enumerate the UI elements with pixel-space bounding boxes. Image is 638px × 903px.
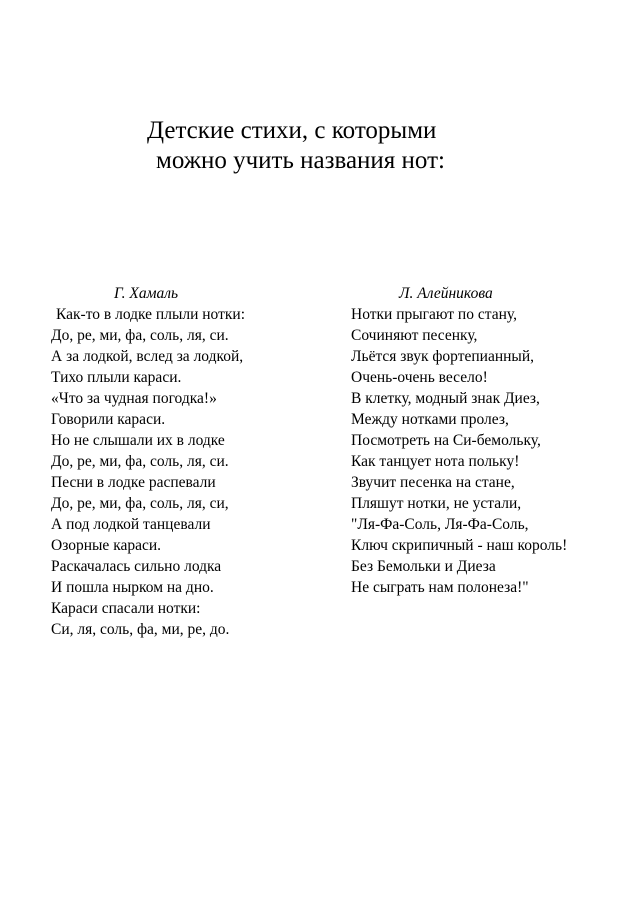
poem-line: А под лодкой танцевали: [51, 516, 211, 533]
poem-lines: [51, 304, 331, 640]
poem-line: Ключ скрипичный - наш король!: [351, 537, 568, 554]
poem-line: Раскачалась сильно лодка: [51, 558, 222, 575]
poem-line: Тихо плыли караси.: [51, 369, 182, 386]
poem-aleynikova: [351, 283, 631, 598]
poem-line: Без Бемольки и Диеза: [351, 558, 496, 575]
page-title: [0, 116, 638, 176]
poem-line: Как танцует нота польку!: [351, 453, 520, 470]
poem-line: Нотки прыгают по стану,: [351, 306, 517, 323]
poem-author: Г. Хамаль: [114, 285, 179, 302]
poem-line: Сочиняют песенку,: [351, 327, 478, 344]
poem-line: До, ре, ми, фа, соль, ля, си,: [51, 495, 229, 512]
poem-line: «Что за чудная погодка!»: [51, 390, 217, 407]
poem-line: Как-то в лодке плыли нотки:: [56, 306, 246, 323]
poem-line: Си, ля, соль, фа, ми, ре, до.: [51, 621, 230, 638]
poem-line: Пляшут нотки, не устали,: [351, 495, 522, 512]
poem-line: Караси спасали нотки:: [51, 600, 201, 617]
poem-line: До, ре, ми, фа, соль, ля, си.: [51, 327, 229, 344]
poem-line: Говорили караси.: [51, 411, 166, 428]
poem-author: Л. Алейникова: [399, 285, 493, 302]
poem-line: Озорные караси.: [51, 537, 162, 554]
poem-lines: [351, 304, 631, 598]
poem-line: Но не слышали их в лодке: [51, 432, 225, 449]
poem-line: Очень-очень весело!: [351, 369, 488, 386]
poem-line: Льётся звук фортепианный,: [351, 348, 535, 365]
poem-line: И пошла нырком на дно.: [51, 579, 214, 596]
poem-line: Посмотреть на Си-бемольку,: [351, 432, 541, 449]
poem-line: А за лодкой, вслед за лодкой,: [51, 348, 244, 365]
poem-line: Звучит песенка на стане,: [351, 474, 515, 491]
poem-hamal: [51, 283, 331, 640]
poem-line: Не сыграть нам полонеза!": [351, 579, 529, 596]
poem-line: До, ре, ми, фа, соль, ля, си.: [51, 453, 229, 470]
poem-line: В клетку, модный знак Диез,: [351, 390, 540, 407]
title-line-1: Детские стихи, с которыми: [147, 117, 437, 144]
poem-line: Песни в лодке распевали: [51, 474, 216, 491]
poem-line: Между нотками пролез,: [351, 411, 509, 428]
poem-line: "Ля-Фа-Соль, Ля-Фа-Соль,: [351, 516, 529, 533]
title-line-2: можно учить названия нот:: [156, 147, 445, 174]
